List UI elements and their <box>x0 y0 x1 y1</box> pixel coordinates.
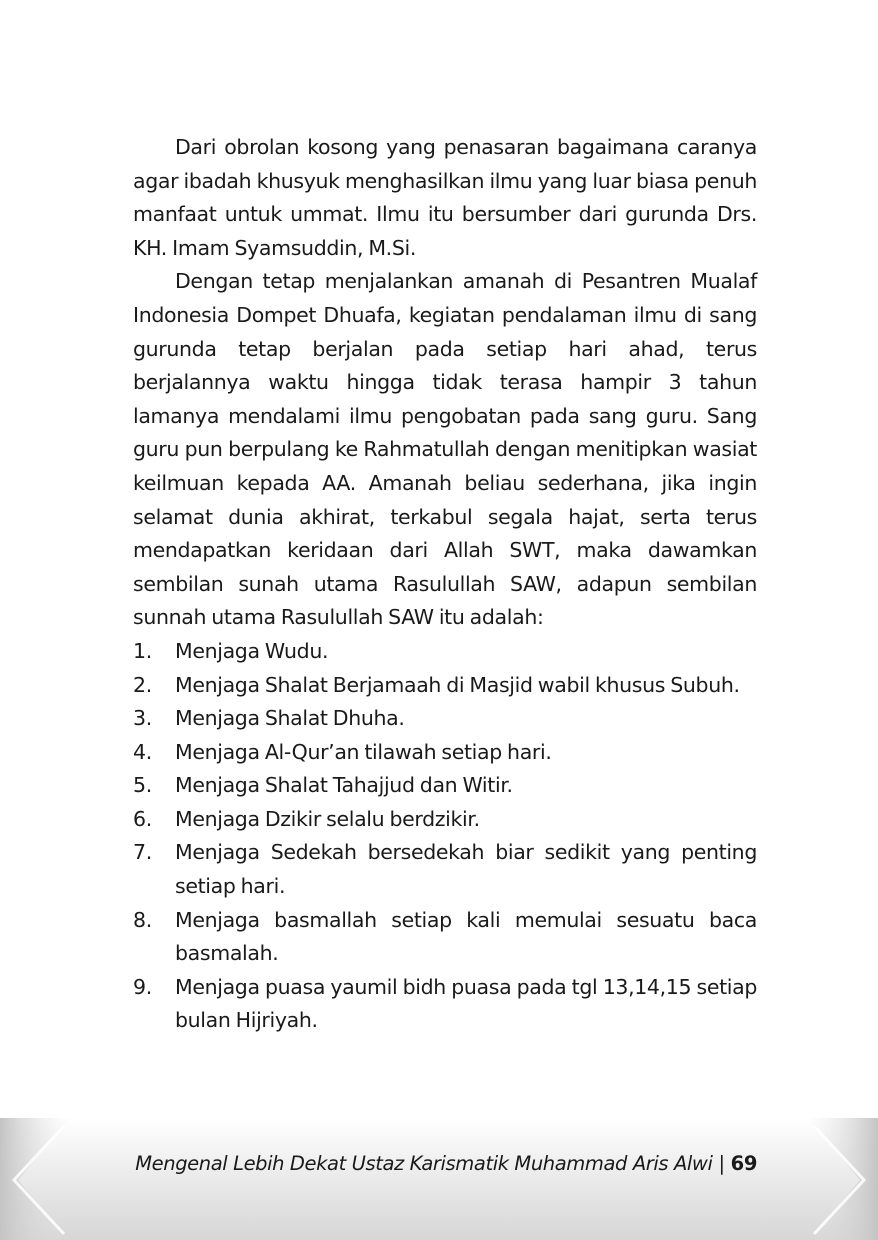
footer-decoration <box>0 1118 878 1240</box>
list-item-text: Menjaga Shalat Tahajjud dan Witir. <box>175 773 513 798</box>
list-item <box>133 769 757 803</box>
list-item-text: Menjaga Shalat Berjamaah di Masjid wabil khusus Subuh. <box>175 672 740 697</box>
sunnah-list <box>133 635 757 1038</box>
list-item-number: 6. <box>133 806 152 831</box>
list-item-number: 2. <box>133 672 152 697</box>
list-item <box>133 803 757 837</box>
page-number: 69 <box>730 1152 757 1175</box>
page-footer <box>0 1118 878 1240</box>
list-item <box>133 904 757 971</box>
page-body <box>133 131 757 1038</box>
list-item-number: 8. <box>133 907 152 932</box>
footer-right-chevron <box>808 1118 878 1240</box>
list-item <box>133 836 757 903</box>
list-item-text: Menjaga Dzikir selalu berdzikir. <box>175 806 480 831</box>
list-item <box>133 736 757 770</box>
list-item-text: Menjaga Wudu. <box>175 638 329 663</box>
list-item <box>133 971 757 1038</box>
book-title: Mengenal Lebih Dekat Ustaz Karismatik Muhammad Aris Alwi <box>135 1152 713 1175</box>
list-item-text: Menjaga Al-Qur’an tilawah setiap hari. <box>175 739 552 764</box>
list-item-number: 3. <box>133 706 152 731</box>
running-footer <box>135 1152 757 1176</box>
list-item <box>133 635 757 669</box>
paragraph: Dari obrolan kosong yang penasaran bagaimana caranya agar ibadah khusyuk menghasilkan ilmu yang luar biasa penuh manfaat untuk ummat. Ilmu itu bersumber dari gurunda Drs. KH. Imam Syamsuddin, M.Si. <box>133 135 757 260</box>
list-item-text: Menjaga puasa yaumil bidh puasa pada tgl 13,14,15 setiap bulan Hijriyah. <box>175 974 757 1033</box>
list-item-number: 4. <box>133 739 152 764</box>
list-item-number: 9. <box>133 974 152 999</box>
footer-left-chevron <box>0 1118 70 1240</box>
footer-separator: | <box>718 1152 725 1175</box>
list-item-text: Menjaga Shalat Dhuha. <box>175 706 405 731</box>
list-item-number: 1. <box>133 638 152 663</box>
list-item-number: 5. <box>133 773 152 798</box>
paragraph: Dengan tetap menjalankan amanah di Pesantren Mualaf Indonesia Dompet Dhuafa, kegiatan pendalaman ilmu di sang gurunda tetap berjalan pada setiap hari ahad, terus berjalannya waktu hingga tidak terasa hampir 3 tahun lamanya mendalami ilmu pengobatan pada sang guru. Sang guru pun berpulang ke Rahmatullah dengan menitipkan wasiat keilmuan kepada AA. Amanah beliau sederhana, jika ingin selamat dunia akhirat, terkabul segala hajat, serta terus mendapatkan keridaan dari Allah SWT, maka dawamkan sembilan sunah utama Rasulullah SAW, adapun sembilan sunnah utama Rasulullah SAW itu adalah: <box>133 269 757 630</box>
list-item <box>133 702 757 736</box>
list-item-text: Menjaga Sedekah bersedekah biar sedikit yang penting setiap hari. <box>175 840 757 899</box>
list-item-number: 7. <box>133 840 152 865</box>
list-item-text: Menjaga basmallah setiap kali memulai sesuatu baca basmalah. <box>175 907 757 966</box>
list-item <box>133 669 757 703</box>
